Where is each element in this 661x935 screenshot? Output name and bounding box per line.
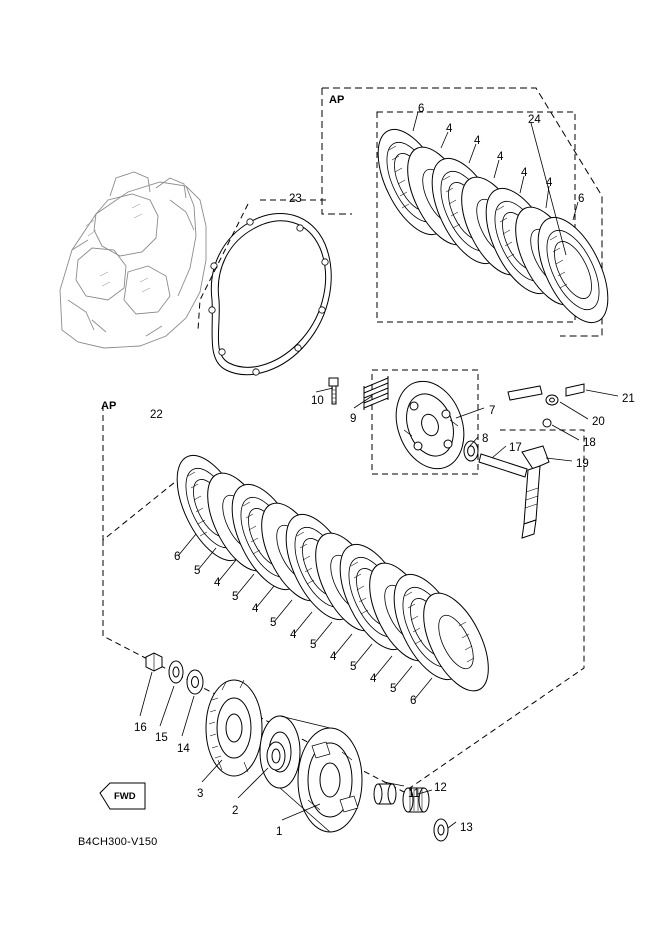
clutch-cover-gasket (209, 213, 331, 375)
callout-11: 11 (408, 788, 420, 800)
callout-19: 19 (576, 458, 589, 470)
part-code: B4CH300-V150 (78, 836, 158, 848)
callout-16: 16 (134, 722, 147, 734)
callout-22: 22 (150, 409, 163, 421)
ap-label-top: AP (329, 94, 345, 106)
callout-10: 10 (311, 395, 324, 407)
callout-2: 2 (232, 805, 239, 817)
callout-6-main-right: 6 (410, 695, 417, 707)
callout-5-c: 5 (270, 617, 277, 629)
lever-small-hardware (508, 384, 584, 427)
callout-4-h: 4 (290, 629, 297, 641)
callout-5-d: 5 (310, 639, 317, 651)
callout-6-top-right: 6 (578, 193, 585, 205)
callout-17: 17 (509, 442, 522, 454)
callout-14: 14 (177, 743, 190, 755)
callout-5-f: 5 (390, 683, 397, 695)
crankcase-outline (60, 172, 206, 348)
callout-18: 18 (583, 437, 596, 449)
clutch-housing (206, 680, 262, 776)
upper-plate-stack (364, 119, 623, 333)
callout-4-g: 4 (252, 603, 259, 615)
callout-4-b: 4 (474, 135, 481, 147)
clutch-spring (364, 376, 388, 410)
clutch-boss-assembly (260, 716, 362, 832)
callout-13: 13 (460, 822, 473, 834)
callout-24: 24 (528, 114, 541, 126)
nut-washer-bearing-set (146, 653, 203, 694)
push-rod (479, 454, 527, 477)
callout-5-a: 5 (194, 565, 201, 577)
callout-15: 15 (155, 732, 168, 744)
callout-1: 1 (276, 826, 283, 838)
clutch-push-lever-shaft (522, 446, 549, 538)
callout-4-i: 4 (330, 651, 337, 663)
callout-7: 7 (489, 405, 496, 417)
callout-5-b: 5 (232, 591, 239, 603)
callout-4-j: 4 (370, 673, 377, 685)
callout-21: 21 (622, 393, 635, 405)
callout-4-e: 4 (546, 177, 553, 189)
callout-8: 8 (482, 433, 489, 445)
clutch-spring-bolt (329, 378, 338, 404)
spacer-ring (267, 742, 285, 770)
callout-3: 3 (197, 788, 204, 800)
callout-12: 12 (434, 782, 447, 794)
callout-23: 23 (289, 193, 302, 205)
fwd-label: FWD (114, 791, 136, 802)
callout-4-c: 4 (497, 151, 504, 163)
callout-9: 9 (350, 413, 357, 425)
pressure-plate (385, 372, 476, 478)
callout-6-top-left: 6 (418, 103, 425, 115)
callout-4-a: 4 (446, 123, 453, 135)
gasket-dashed-frame (198, 200, 330, 330)
callout-6-main-left: 6 (174, 551, 181, 563)
callout-20: 20 (592, 416, 605, 428)
callout-4-d: 4 (521, 167, 528, 179)
callout-4-f: 4 (214, 577, 221, 589)
push-rod-bearing (464, 441, 478, 461)
ap-label-bottom: AP (101, 400, 117, 412)
callout-5-e: 5 (350, 661, 357, 673)
